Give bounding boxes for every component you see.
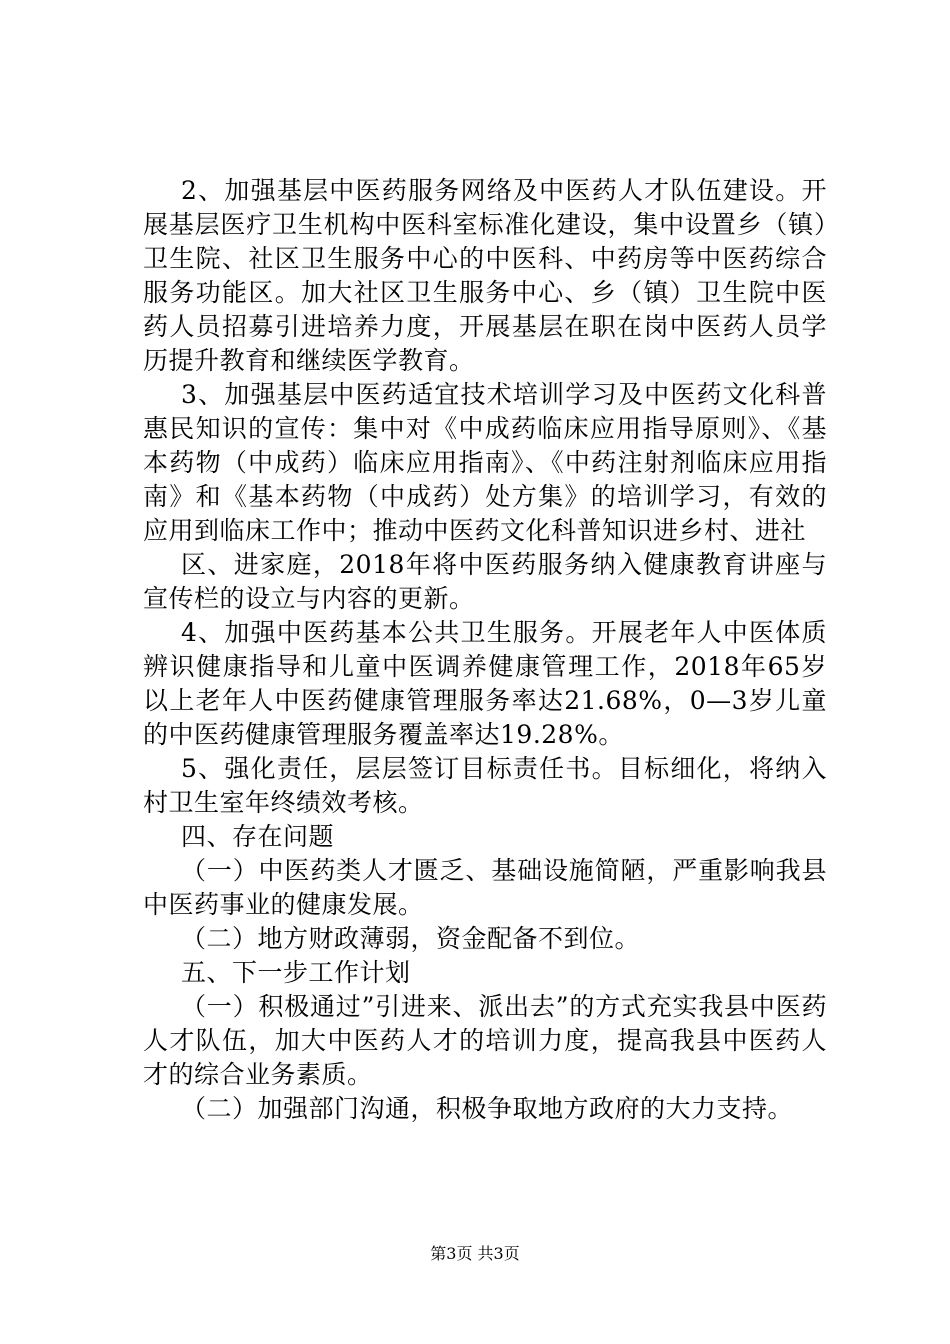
paragraph-item-5: 5、强化责任，层层签订目标责任书。目标细化，将纳入村卫生室年终绩效考核。 [143,754,827,817]
problem-item-2: （二）地方财政薄弱，资金配备不到位。 [181,924,641,953]
plan-item-1: （一）积极通过”引进来、派出去”的方式充实我县中医药人才队伍，加大中医药人才的培训力度，提高我县中医药人才的综合业务素质。 [143,992,827,1089]
paragraph-item-2: 2、加强基层中医药服务网络及中医药人才队伍建设。开展基层医疗卫生机构中医科室标准化建设，集中设置乡（镇）卫生院、社区卫生服务中心的中医科、中药房等中医药综合服务功能区。加大社区卫生服务中心、乡（镇）卫生院中医药人员招募引进培养力度，开展基层在职在岗中医药人员学历提升教育和继续医学教育。 [143,176,827,375]
document-body [143,174,827,1126]
section-heading-next-plan: 五、下一步工作计划 [181,958,411,987]
paragraph-item-4: 4、加强中医药基本公共卫生服务。开展老年人中医体质辨识健康指导和儿童中医调养健康管理工作，2018年65岁以上老年人中医药健康管理服务率达21.68%，0—3岁儿童的中医药健康管理服务覆盖率达19.28%。 [143,618,827,749]
plan-item-2: （二）加强部门沟通，积极争取地方政府的大力支持。 [181,1094,794,1123]
paragraph-item-3: 3、加强基层中医药适宜技术培训学习及中医药文化科普惠民知识的宣传：集中对《中成药临床应用指导原则》、《基本药物（中成药）临床应用指南》、《中药注射剂临床应用指南》和《基本药物（中成药）处方集》的培训学习，有效的应用到临床工作中；推动中医药文化科普知识进乡村、进社 [143,380,827,545]
section-heading-problems: 四、存在问题 [181,822,335,851]
problem-item-1: （一）中医药类人才匮乏、基础设施简陋，严重影响我县中医药事业的健康发展。 [143,856,827,919]
page-footer: 第3页 共3页 [430,1244,520,1263]
paragraph-item-3-continued: 区、进家庭，2018年将中医药服务纳入健康教育讲座与宣传栏的设立与内容的更新。 [143,550,827,613]
